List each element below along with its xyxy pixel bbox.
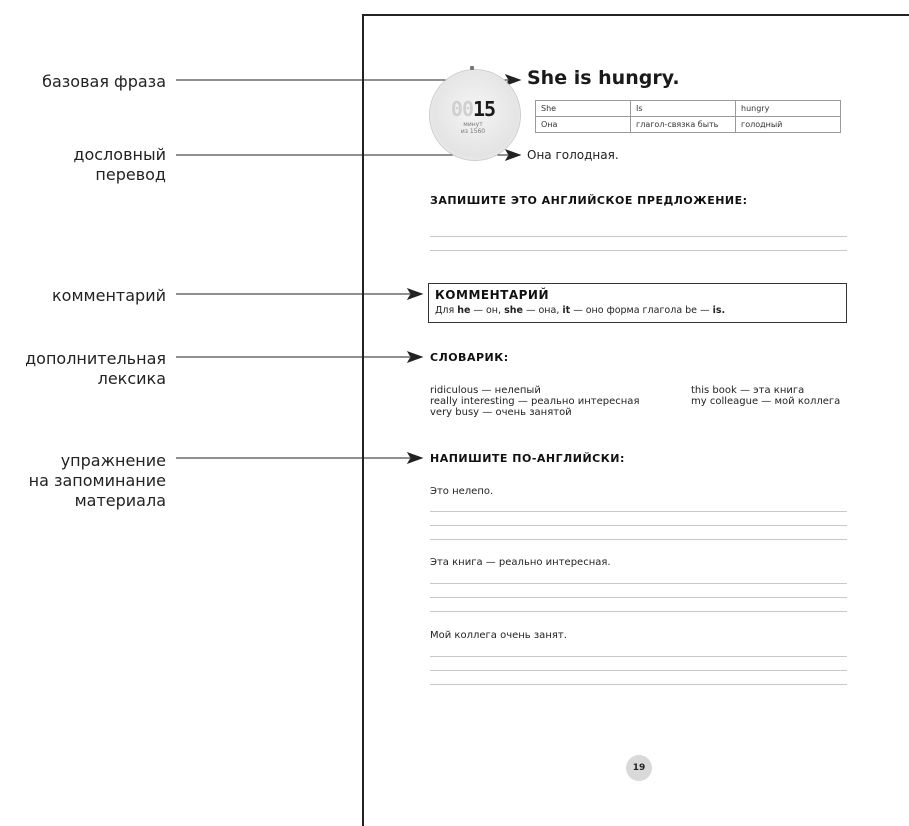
comment-title: КОММЕНТАРИЙ xyxy=(435,288,549,302)
writing-line xyxy=(430,656,847,657)
writing-line xyxy=(430,670,847,671)
table-cell: Is xyxy=(631,101,736,117)
vocab-list-right xyxy=(691,385,840,407)
literal-translation: Она голодная. xyxy=(527,148,619,162)
table-cell: голодный xyxy=(736,117,841,133)
write-heading: ЗАПИШИТЕ ЭТО АНГЛИЙСКОЕ ПРЕДЛОЖЕНИЕ: xyxy=(430,194,748,207)
table-cell: Она xyxy=(536,117,631,133)
timer-dot xyxy=(470,66,474,70)
list-item: ridiculous — нелепый xyxy=(430,385,541,396)
exercise-item: Эта книга — реально интересная. xyxy=(430,557,611,568)
writing-line xyxy=(430,611,847,612)
base-phrase: She is hungry. xyxy=(527,67,680,89)
annotation-exercise: упражнение на запоминание материала xyxy=(28,451,166,510)
vocab-list-left xyxy=(430,385,639,418)
vocab-heading: СЛОВАРИК: xyxy=(430,351,509,364)
writing-line xyxy=(430,236,847,237)
timer-digits: 0015 xyxy=(450,97,496,121)
annotation-literal-translation: дословный перевод xyxy=(73,145,166,184)
annotation-comment: комментарий xyxy=(52,286,166,305)
table-cell: She xyxy=(536,101,631,117)
list-item: my colleague — мой коллега xyxy=(691,396,841,407)
comment-text: Для he — он, she — она, it — оно форма глагола be — is. xyxy=(435,305,726,316)
writing-line xyxy=(430,583,847,584)
annotation-base-phrase: базовая фраза xyxy=(42,72,166,91)
word-table xyxy=(535,100,841,133)
list-item: very busy — очень занятой xyxy=(430,407,572,418)
table-cell: hungry xyxy=(736,101,841,117)
writing-line xyxy=(430,511,847,512)
writing-line xyxy=(430,250,847,251)
writing-line xyxy=(430,525,847,526)
list-item: this book — эта книга xyxy=(691,385,805,396)
list-item: really interesting — реально интересная xyxy=(430,396,640,407)
table-row xyxy=(536,117,841,133)
table-cell: глагол-связка быть xyxy=(631,117,736,133)
exercise-item: Это нелепо. xyxy=(430,486,494,497)
annotation-extra-vocab: дополнительная лексика xyxy=(25,349,166,388)
exercise-item: Мой коллега очень занят. xyxy=(430,630,567,641)
writing-line xyxy=(430,684,847,685)
table-row xyxy=(536,101,841,117)
writing-line xyxy=(430,597,847,598)
writing-line xyxy=(430,539,847,540)
timer-caption: минут из 1560 xyxy=(460,121,486,135)
page-number: 19 xyxy=(626,755,652,781)
exercise-heading: НАПИШИТЕ ПО-АНГЛИЙСКИ: xyxy=(430,452,625,465)
